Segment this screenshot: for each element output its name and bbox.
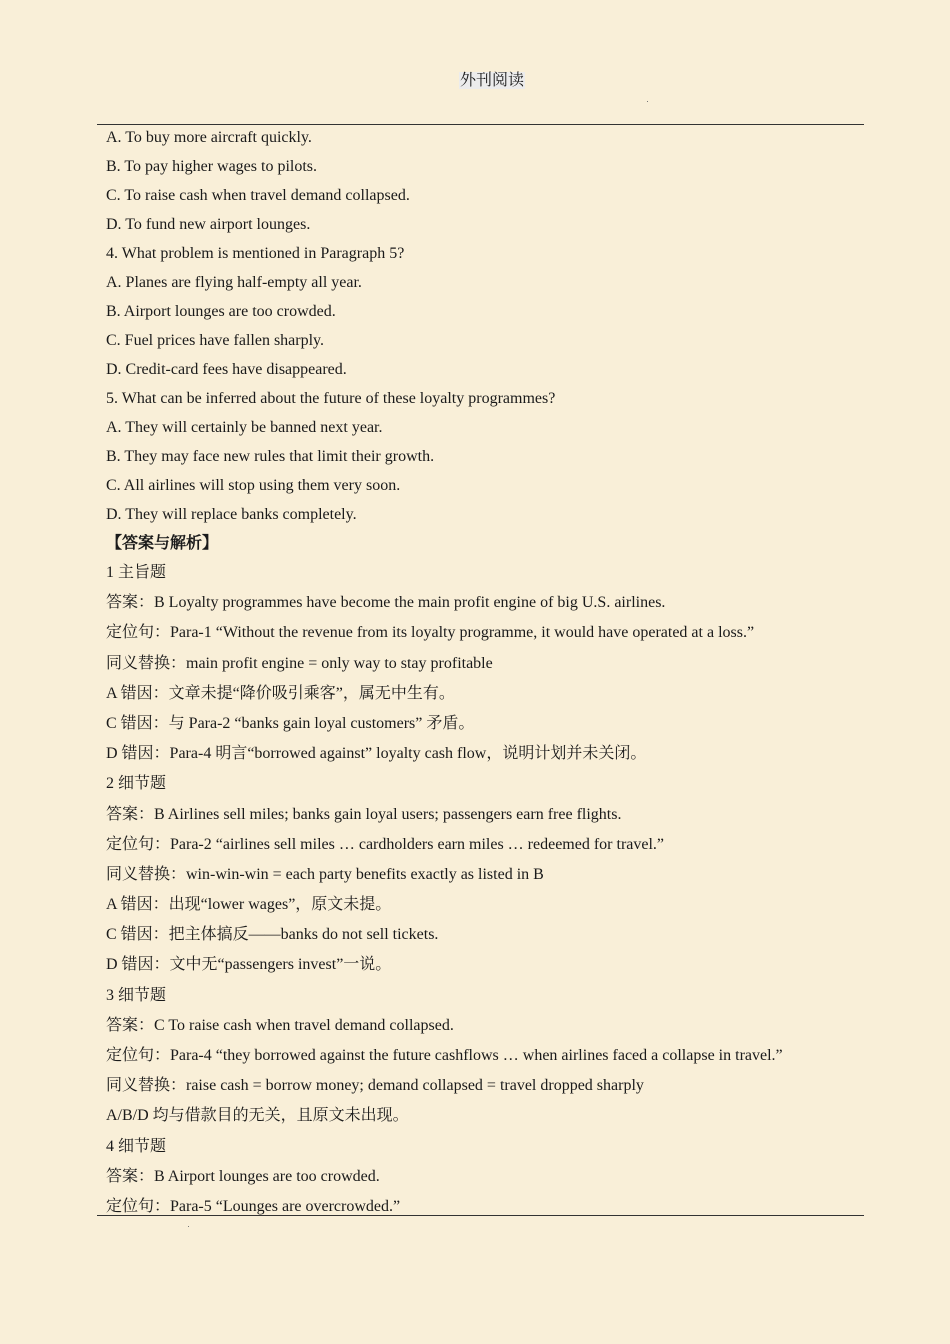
answer-line: 同义替换：main profit engine = only way to stay profitable: [106, 654, 493, 672]
answer-line: A 错因：文章未提“降价吸引乘客”，属无中生有。: [106, 684, 455, 702]
section-heading: 2 细节题: [106, 775, 167, 793]
option-line: A. They will certainly be banned next year.: [106, 419, 383, 436]
option-line: B. Airport lounges are too crowded.: [106, 303, 336, 320]
answer-line: 同义替换：win-win-win = each party benefits exactly as listed in B: [106, 865, 544, 883]
answer-line: 答案：B Loyalty programmes have become the main profit engine of big U.S. airlines.: [106, 594, 666, 612]
answer-line: 答案：B Airport lounges are too crowded.: [106, 1167, 380, 1185]
option-line: C. Fuel prices have fallen sharply.: [106, 332, 325, 349]
question-line: 4. What problem is mentioned in Paragraph 5?: [106, 245, 405, 262]
answer-line: A 错因：出现“lower wages”，原文未提。: [106, 896, 392, 914]
question-line: 5. What can be inferred about the future of these loyalty programmes?: [106, 390, 556, 407]
answer-line: A/B/D 均与借款目的无关，且原文未出现。: [106, 1107, 409, 1125]
option-line: D. Credit-card fees have disappeared.: [106, 361, 347, 378]
answer-line: 答案：C To raise cash when travel demand collapsed.: [106, 1016, 454, 1034]
question-list: [106, 123, 866, 529]
option-line: A. To buy more aircraft quickly.: [106, 129, 312, 146]
option-line: B. They may face new rules that limit their growth.: [106, 448, 435, 465]
section-heading: 4 细节题: [106, 1137, 167, 1155]
option-line: D. They will replace banks completely.: [106, 506, 357, 523]
header-title: 外刊阅读: [459, 72, 524, 89]
answer-line: 定位句：Para-2 “airlines sell miles … cardholders earn miles … redeemed for travel.”: [106, 835, 665, 853]
answer-heading: 【答案与解析】: [106, 535, 219, 552]
answer-line: 定位句：Para-4 “they borrowed against the future cashflows … when airlines faced a collapse in travel.”: [106, 1047, 783, 1064]
answer-line: D 错因：Para-4 明言“borrowed against” loyalty cash flow，说明计划并未关闭。: [106, 745, 647, 763]
answer-list: [106, 558, 866, 1222]
main-content: [106, 123, 866, 1222]
answer-line: C 错因：把主体搞反——banks do not sell tickets.: [106, 926, 439, 944]
answer-line: 定位句：Para-5 “Lounges are overcrowded.”: [106, 1197, 401, 1215]
page-header: [0, 67, 950, 90]
answer-line: C 错因：与 Para-2 “banks gain loyal customers” 矛盾。: [106, 714, 475, 732]
option-line: D. To fund new airport lounges.: [106, 216, 311, 233]
option-line: A. Planes are flying half-empty all year.: [106, 274, 362, 291]
speck: [188, 1226, 189, 1227]
answer-line: 同义替换：raise cash = borrow money; demand collapsed = travel dropped sharply: [106, 1077, 644, 1095]
option-line: C. To raise cash when travel demand collapsed.: [106, 187, 410, 204]
option-line: B. To pay higher wages to pilots.: [106, 158, 318, 175]
answer-line: 定位句：Para-1 “Without the revenue from its loyalty programme, it would have operated at a loss.”: [106, 624, 755, 642]
speck: [647, 101, 648, 102]
option-line: C. All airlines will stop using them very soon.: [106, 477, 401, 494]
answer-line: 答案：B Airlines sell miles; banks gain loyal users; passengers earn free flights.: [106, 805, 622, 823]
footer-rule: [97, 1215, 864, 1216]
section-heading: 3 细节题: [106, 986, 167, 1004]
answer-line: D 错因：文中无“passengers invest”一说。: [106, 956, 392, 974]
section-heading: 1 主旨题: [106, 564, 167, 581]
